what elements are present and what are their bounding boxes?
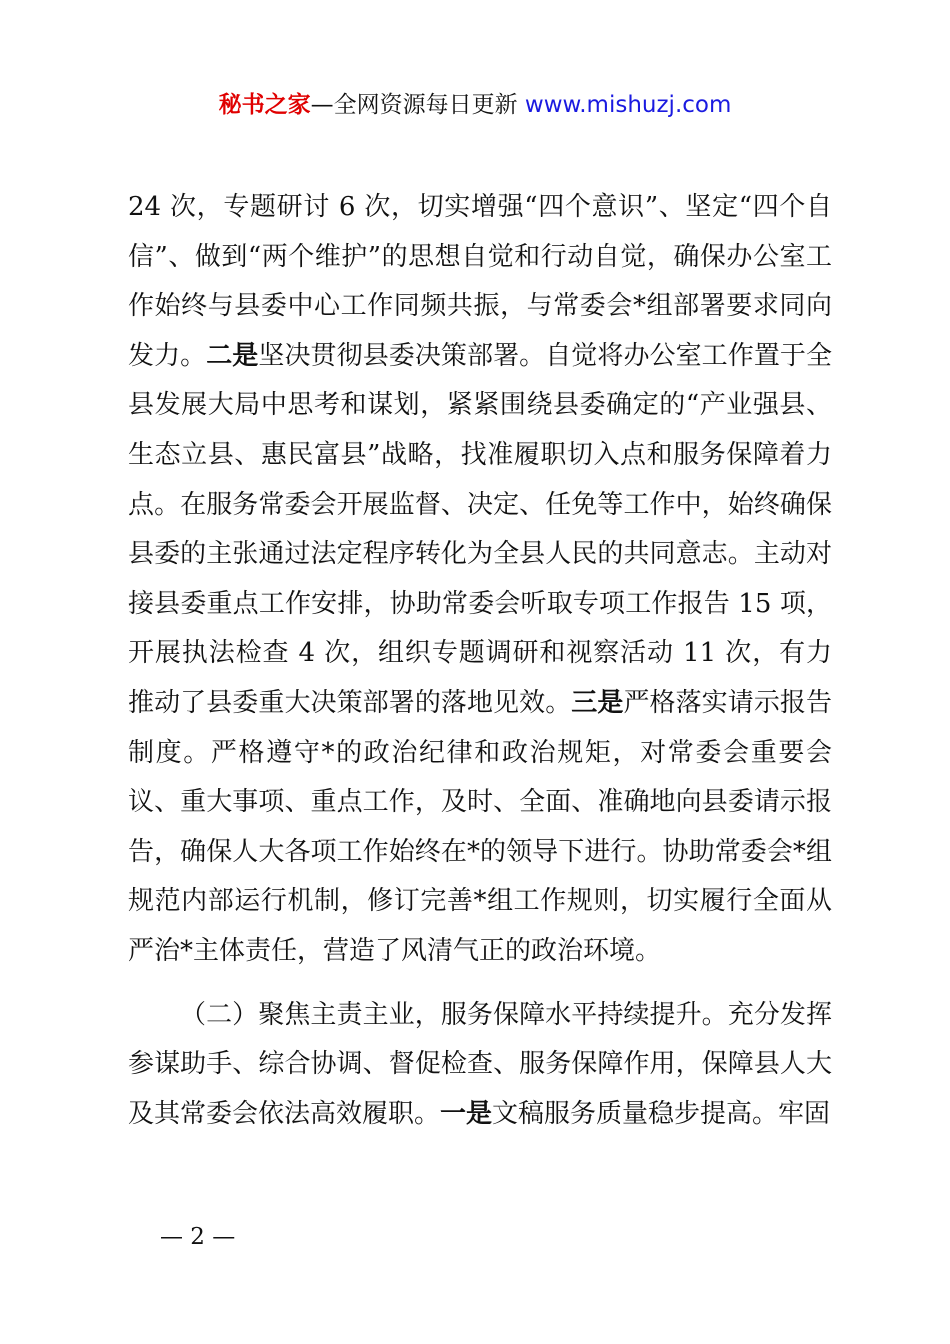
bold-marker: 一是	[440, 1098, 493, 1129]
site-url-link[interactable]: www.mishuzj.com	[524, 92, 732, 118]
text-run: （二）聚焦主责主业，服务保障水平持续提升。充分发挥参谋助手、综合协调、督促检查、服务保障作用，保障县人大及其常委会依法高效履职。	[128, 999, 832, 1129]
text-run: 24 次，专题研讨 6 次，切实增强“四个意识”、坚定“四个自信”、做到“两个维护”的思想自觉和行动自觉，确保办公室工作始终与县委中心工作同频共振，与常委会*组部署要求同向发力。	[128, 192, 832, 371]
bold-marker: 二是	[206, 340, 259, 371]
site-header	[0, 88, 950, 122]
page-number: — 2 —	[160, 1224, 236, 1250]
site-brand: 秘书之家	[218, 92, 311, 118]
paragraph	[128, 183, 832, 977]
bold-marker: 三是	[571, 687, 624, 718]
paragraph	[128, 991, 832, 1140]
text-run: 坚决贯彻县委决策部署。自觉将办公室工作置于全县发展大局中思考和谋划，紧紧围绕县委确定的“产业强县、生态立县、惠民富县”战略，找准履职切入点和服务保障着力点。在服务常委会开展监督、决定、任免等工作中，始终确保县委的主张通过法定程序转化为全县人民的共同意志。主动对接县委重点工作安排，协助常委会听取专项工作报告 15 项，开展执法检查 4 次，组织专题调研和视察活动 11 次，有力推动了县委重大决策部署的落地见效。	[128, 340, 832, 718]
text-run: 文稿服务质量稳步提高。牢固	[492, 1098, 831, 1129]
site-slogan: —全网资源每日更新	[310, 92, 525, 118]
text-run: 严格落实请示报告制度。严格遵守*的政治纪律和政治规矩，对常委会重要会议、重大事项、重点工作，及时、全面、准确地向县委请示报告，确保人大各项工作始终在*的领导下进行。协助常委会*组规范内部运行机制，修订完善*组工作规则，切实履行全面从严治*主体责任，营造了风清气正的政治环境。	[128, 687, 832, 966]
document-body	[128, 183, 832, 1139]
